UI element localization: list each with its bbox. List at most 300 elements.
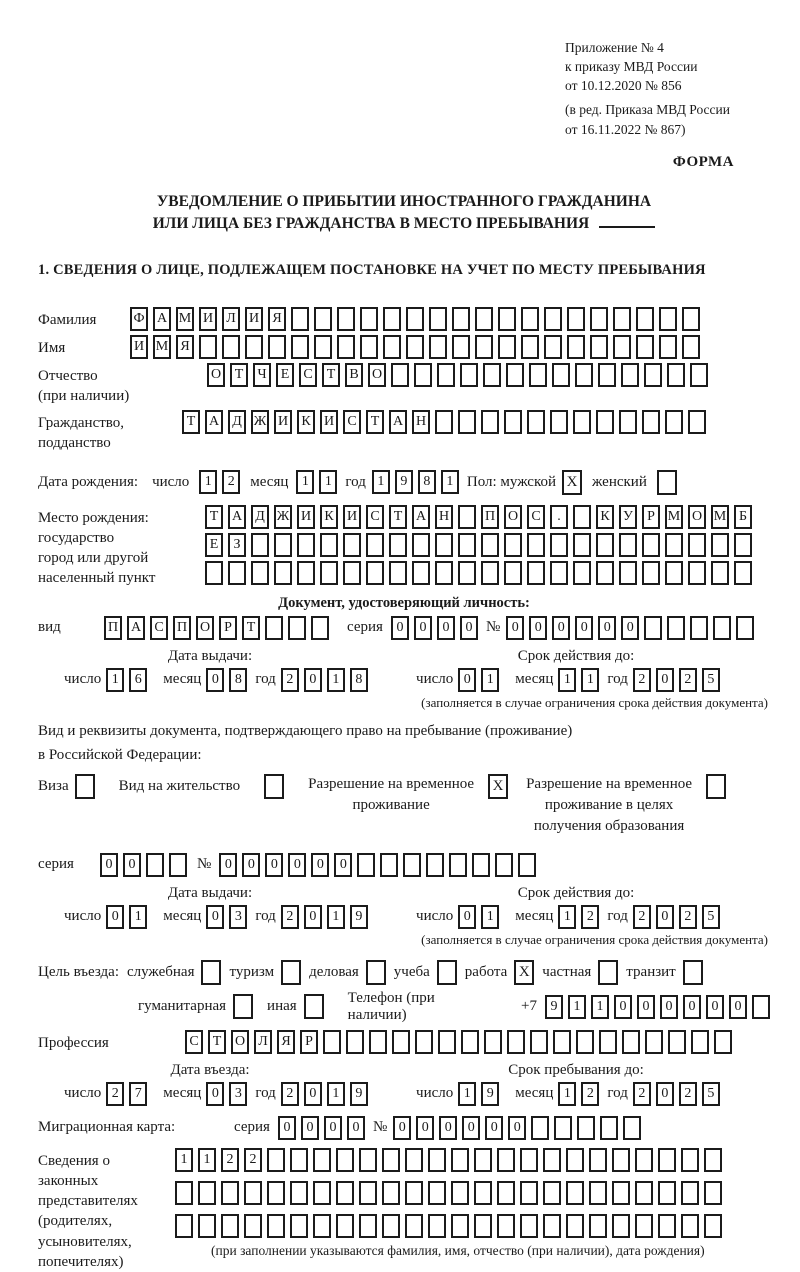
char-box[interactable] [412,561,430,585]
char-box[interactable] [642,410,660,434]
char-box[interactable] [577,1116,595,1140]
char-box[interactable] [504,410,522,434]
char-box[interactable]: Я [268,307,286,331]
char-box[interactable]: X [488,774,508,799]
char-box[interactable] [288,616,306,640]
char-box[interactable]: 0 [414,616,432,640]
char-box[interactable] [567,335,585,359]
char-box[interactable] [221,1181,239,1205]
char-box[interactable] [544,307,562,331]
char-box[interactable]: 0 [123,853,141,877]
char-box[interactable]: О [207,363,225,387]
char-box[interactable] [438,1030,456,1054]
char-box[interactable]: Т [230,363,248,387]
char-box[interactable] [391,363,409,387]
char-box[interactable]: О [196,616,214,640]
char-box[interactable] [343,561,361,585]
char-box[interactable]: И [245,307,263,331]
char-box[interactable]: 0 [529,616,547,640]
char-box[interactable] [612,1148,630,1172]
char-box[interactable] [314,307,332,331]
char-box[interactable] [575,363,593,387]
char-box[interactable]: 0 [393,1116,411,1140]
char-box[interactable] [520,1181,538,1205]
char-box[interactable] [383,307,401,331]
char-box[interactable] [481,533,499,557]
char-box[interactable]: У [619,505,637,529]
char-box[interactable] [290,1148,308,1172]
char-box[interactable]: 2 [222,470,240,494]
char-box[interactable]: 3 [229,905,247,929]
char-box[interactable]: 0 [311,853,329,877]
char-box[interactable]: 9 [350,905,368,929]
char-box[interactable]: 1 [481,668,499,692]
char-box[interactable] [474,1214,492,1238]
char-box[interactable]: 0 [304,1082,322,1106]
char-box[interactable] [406,335,424,359]
char-box[interactable] [452,335,470,359]
char-box[interactable]: 5 [702,905,720,929]
char-box[interactable]: 0 [288,853,306,877]
char-box[interactable] [382,1181,400,1205]
char-box[interactable]: 0 [458,905,476,929]
char-box[interactable] [222,335,240,359]
char-box[interactable] [658,1181,676,1205]
char-box[interactable] [320,533,338,557]
char-box[interactable] [706,774,726,799]
char-box[interactable]: 2 [281,668,299,692]
char-box[interactable] [451,1214,469,1238]
char-box[interactable] [369,1030,387,1054]
char-box[interactable] [752,995,770,1019]
char-box[interactable] [704,1214,722,1238]
char-box[interactable] [543,1214,561,1238]
char-box[interactable] [437,960,457,985]
char-box[interactable] [642,561,660,585]
char-box[interactable] [357,853,375,877]
char-box[interactable]: Н [435,505,453,529]
char-box[interactable]: 0 [265,853,283,877]
char-box[interactable]: С [366,505,384,529]
char-box[interactable] [382,1214,400,1238]
char-box[interactable] [623,1116,641,1140]
char-box[interactable]: 0 [206,668,224,692]
char-box[interactable] [169,853,187,877]
char-box[interactable] [644,363,662,387]
char-box[interactable]: 1 [129,905,147,929]
char-box[interactable]: 0 [506,616,524,640]
char-box[interactable]: 3 [229,1082,247,1106]
char-box[interactable] [690,363,708,387]
char-box[interactable] [267,1181,285,1205]
char-box[interactable] [658,1148,676,1172]
char-box[interactable] [428,1181,446,1205]
char-box[interactable] [336,1214,354,1238]
char-box[interactable] [688,410,706,434]
char-box[interactable] [621,363,639,387]
char-box[interactable]: И [343,505,361,529]
char-box[interactable] [458,410,476,434]
char-box[interactable] [635,1181,653,1205]
char-box[interactable] [221,1214,239,1238]
char-box[interactable] [589,1148,607,1172]
char-box[interactable]: О [504,505,522,529]
char-box[interactable]: 0 [391,616,409,640]
char-box[interactable]: 0 [598,616,616,640]
char-box[interactable]: 1 [319,470,337,494]
char-box[interactable] [366,533,384,557]
char-box[interactable] [619,533,637,557]
char-box[interactable] [343,533,361,557]
char-box[interactable]: З [228,533,246,557]
char-box[interactable]: П [173,616,191,640]
char-box[interactable] [598,960,618,985]
char-box[interactable] [267,1148,285,1172]
char-box[interactable] [435,561,453,585]
char-box[interactable] [460,363,478,387]
char-box[interactable]: П [104,616,122,640]
char-box[interactable]: 1 [296,470,314,494]
char-box[interactable] [497,1148,515,1172]
char-box[interactable]: X [514,960,534,985]
char-box[interactable] [642,533,660,557]
char-box[interactable] [596,410,614,434]
char-box[interactable]: Ж [274,505,292,529]
char-box[interactable]: 5 [702,1082,720,1106]
char-box[interactable]: 0 [100,853,118,877]
char-box[interactable] [573,533,591,557]
char-box[interactable]: 1 [327,905,345,929]
char-box[interactable] [504,533,522,557]
char-box[interactable] [437,363,455,387]
char-box[interactable] [665,533,683,557]
char-box[interactable] [475,335,493,359]
char-box[interactable] [668,1030,686,1054]
char-box[interactable]: А [389,410,407,434]
char-box[interactable]: Я [176,335,194,359]
char-box[interactable] [233,994,253,1019]
char-box[interactable]: 2 [679,1082,697,1106]
char-box[interactable] [481,410,499,434]
char-box[interactable]: Е [205,533,223,557]
char-box[interactable] [596,561,614,585]
char-box[interactable]: Р [642,505,660,529]
char-box[interactable]: В [345,363,363,387]
char-box[interactable] [619,410,637,434]
char-box[interactable] [481,561,499,585]
char-box[interactable] [704,1181,722,1205]
char-box[interactable] [405,1148,423,1172]
char-box[interactable]: М [153,335,171,359]
char-box[interactable]: 0 [304,905,322,929]
char-box[interactable] [313,1214,331,1238]
char-box[interactable] [244,1214,262,1238]
char-box[interactable] [451,1148,469,1172]
char-box[interactable] [504,561,522,585]
char-box[interactable] [405,1214,423,1238]
char-box[interactable] [507,1030,525,1054]
char-box[interactable] [497,1214,515,1238]
char-box[interactable] [429,335,447,359]
char-box[interactable]: 1 [558,905,576,929]
char-box[interactable] [590,335,608,359]
char-box[interactable]: 8 [350,668,368,692]
char-box[interactable] [498,335,516,359]
char-box[interactable]: 1 [481,905,499,929]
char-box[interactable]: К [320,505,338,529]
char-box[interactable] [613,307,631,331]
char-box[interactable] [612,1214,630,1238]
char-box[interactable] [667,363,685,387]
char-box[interactable] [636,307,654,331]
char-box[interactable]: . [550,505,568,529]
char-box[interactable] [566,1148,584,1172]
char-box[interactable] [644,616,662,640]
char-box[interactable] [452,307,470,331]
char-box[interactable] [483,363,501,387]
char-box[interactable] [527,561,545,585]
char-box[interactable]: С [150,616,168,640]
char-box[interactable]: 0 [637,995,655,1019]
char-box[interactable] [622,1030,640,1054]
char-box[interactable]: 0 [660,995,678,1019]
char-box[interactable] [550,410,568,434]
char-box[interactable] [704,1148,722,1172]
char-box[interactable] [313,1148,331,1172]
char-box[interactable] [251,533,269,557]
char-box[interactable]: 2 [633,905,651,929]
char-box[interactable]: А [228,505,246,529]
char-box[interactable]: 0 [552,616,570,640]
char-box[interactable]: 0 [458,668,476,692]
char-box[interactable]: 8 [418,470,436,494]
char-box[interactable]: 1 [558,1082,576,1106]
char-box[interactable] [596,533,614,557]
char-box[interactable]: Ф [130,307,148,331]
char-box[interactable] [645,1030,663,1054]
char-box[interactable] [713,616,731,640]
char-box[interactable]: 1 [327,1082,345,1106]
char-box[interactable] [291,335,309,359]
char-box[interactable]: 1 [199,470,217,494]
char-box[interactable] [635,1148,653,1172]
char-box[interactable] [566,1214,584,1238]
char-box[interactable]: 0 [656,1082,674,1106]
char-box[interactable] [550,561,568,585]
char-box[interactable] [359,1181,377,1205]
char-box[interactable] [635,1214,653,1238]
char-box[interactable] [359,1148,377,1172]
char-box[interactable] [683,960,703,985]
char-box[interactable] [291,307,309,331]
char-box[interactable]: 2 [581,1082,599,1106]
char-box[interactable]: Ч [253,363,271,387]
char-box[interactable]: Я [277,1030,295,1054]
char-box[interactable]: 8 [229,668,247,692]
char-box[interactable] [544,335,562,359]
char-box[interactable]: М [665,505,683,529]
char-box[interactable]: 1 [372,470,390,494]
char-box[interactable] [366,561,384,585]
char-box[interactable]: 0 [462,1116,480,1140]
char-box[interactable] [228,561,246,585]
char-box[interactable] [314,335,332,359]
char-box[interactable]: И [199,307,217,331]
char-box[interactable] [665,561,683,585]
char-box[interactable] [406,307,424,331]
char-box[interactable] [458,533,476,557]
char-box[interactable]: 1 [106,668,124,692]
char-box[interactable]: 1 [568,995,586,1019]
char-box[interactable]: 0 [347,1116,365,1140]
char-box[interactable] [521,335,539,359]
char-box[interactable]: П [481,505,499,529]
char-box[interactable]: Д [228,410,246,434]
char-box[interactable] [449,853,467,877]
char-box[interactable] [415,1030,433,1054]
char-box[interactable] [543,1181,561,1205]
char-box[interactable]: 1 [441,470,459,494]
char-box[interactable] [175,1214,193,1238]
char-box[interactable]: 9 [545,995,563,1019]
char-box[interactable] [567,307,585,331]
char-box[interactable] [682,307,700,331]
char-box[interactable] [389,561,407,585]
char-box[interactable] [336,1148,354,1172]
char-box[interactable]: 0 [301,1116,319,1140]
char-box[interactable] [589,1181,607,1205]
char-box[interactable]: 1 [591,995,609,1019]
char-box[interactable] [458,505,476,529]
char-box[interactable] [714,1030,732,1054]
char-box[interactable] [458,561,476,585]
char-box[interactable] [428,1148,446,1172]
char-box[interactable]: 2 [581,905,599,929]
char-box[interactable] [529,363,547,387]
char-box[interactable]: 0 [485,1116,503,1140]
char-box[interactable] [566,1181,584,1205]
char-box[interactable] [573,505,591,529]
char-box[interactable] [520,1148,538,1172]
char-box[interactable] [573,410,591,434]
char-box[interactable]: С [299,363,317,387]
char-box[interactable] [281,960,301,985]
char-box[interactable] [518,853,536,877]
char-box[interactable] [553,1030,571,1054]
char-box[interactable]: 1 [581,668,599,692]
char-box[interactable]: 2 [281,905,299,929]
char-box[interactable] [667,616,685,640]
char-box[interactable] [337,335,355,359]
char-box[interactable]: 0 [334,853,352,877]
char-box[interactable] [382,1148,400,1172]
char-box[interactable] [497,1181,515,1205]
char-box[interactable] [244,1181,262,1205]
char-box[interactable] [688,561,706,585]
char-box[interactable] [429,307,447,331]
char-box[interactable]: 2 [633,1082,651,1106]
char-box[interactable] [521,307,539,331]
char-box[interactable] [403,853,421,877]
char-box[interactable] [428,1214,446,1238]
char-box[interactable]: Р [219,616,237,640]
char-box[interactable] [690,616,708,640]
char-box[interactable] [472,853,490,877]
char-box[interactable]: Е [276,363,294,387]
char-box[interactable] [304,994,324,1019]
char-box[interactable]: Р [300,1030,318,1054]
char-box[interactable] [520,1214,538,1238]
char-box[interactable]: Т [322,363,340,387]
char-box[interactable] [75,774,95,799]
char-box[interactable] [495,853,513,877]
char-box[interactable]: Л [254,1030,272,1054]
char-box[interactable]: 9 [481,1082,499,1106]
char-box[interactable] [198,1214,216,1238]
char-box[interactable]: 9 [350,1082,368,1106]
char-box[interactable] [474,1148,492,1172]
char-box[interactable] [412,533,430,557]
char-box[interactable]: 0 [508,1116,526,1140]
char-box[interactable]: А [205,410,223,434]
char-box[interactable] [359,1214,377,1238]
char-box[interactable] [598,363,616,387]
char-box[interactable]: Л [222,307,240,331]
char-box[interactable]: 0 [278,1116,296,1140]
char-box[interactable]: 0 [614,995,632,1019]
char-box[interactable]: Т [182,410,200,434]
char-box[interactable]: 0 [683,995,701,1019]
char-box[interactable] [691,1030,709,1054]
char-box[interactable] [320,561,338,585]
char-box[interactable]: 0 [621,616,639,640]
char-box[interactable] [336,1181,354,1205]
char-box[interactable] [435,410,453,434]
char-box[interactable]: О [231,1030,249,1054]
char-box[interactable] [360,307,378,331]
char-box[interactable] [323,1030,341,1054]
char-box[interactable]: 2 [221,1148,239,1172]
char-box[interactable]: И [320,410,338,434]
char-box[interactable] [506,363,524,387]
char-box[interactable]: Т [366,410,384,434]
char-box[interactable] [392,1030,410,1054]
char-box[interactable]: Т [389,505,407,529]
char-box[interactable]: Б [734,505,752,529]
char-box[interactable]: А [127,616,145,640]
char-box[interactable]: С [343,410,361,434]
char-box[interactable]: 2 [679,668,697,692]
char-box[interactable] [435,533,453,557]
char-box[interactable] [554,1116,572,1140]
char-box[interactable] [550,533,568,557]
char-box[interactable] [599,1030,617,1054]
char-box[interactable] [290,1181,308,1205]
char-box[interactable]: 0 [416,1116,434,1140]
char-box[interactable]: 0 [324,1116,342,1140]
char-box[interactable] [405,1181,423,1205]
char-box[interactable]: А [153,307,171,331]
char-box[interactable]: 2 [106,1082,124,1106]
char-box[interactable]: Ж [251,410,269,434]
char-box[interactable] [613,335,631,359]
char-box[interactable] [657,470,677,495]
char-box[interactable]: 2 [244,1148,262,1172]
char-box[interactable]: Т [208,1030,226,1054]
char-box[interactable] [590,307,608,331]
char-box[interactable]: Т [242,616,260,640]
char-box[interactable] [297,561,315,585]
